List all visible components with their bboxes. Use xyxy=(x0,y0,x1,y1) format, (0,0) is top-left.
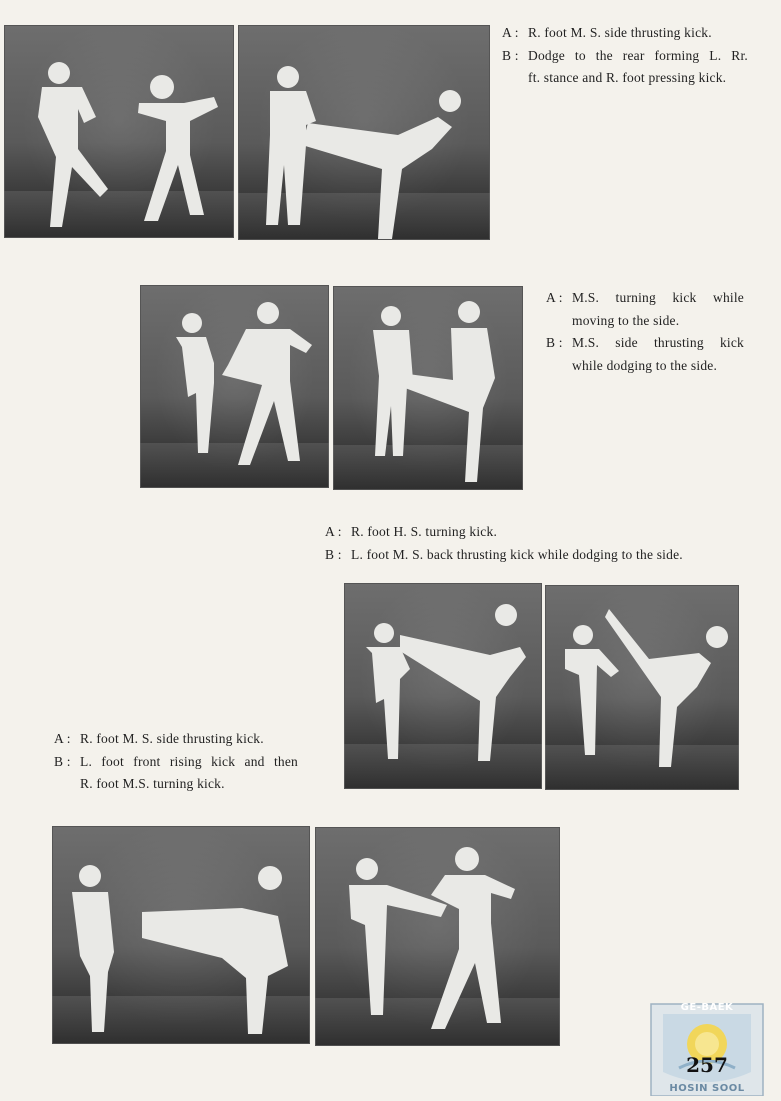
caption-text: Dodge to the rear forming L. Rr. xyxy=(528,47,748,63)
caption-2 xyxy=(546,287,744,377)
caption-label-b: B : xyxy=(325,546,342,562)
photo-4a xyxy=(52,826,310,1044)
martial-artists-figure xyxy=(238,25,490,240)
photo-3a xyxy=(344,583,542,789)
caption-label-a: A : xyxy=(546,290,563,305)
photo-4b xyxy=(315,827,560,1046)
caption-text: moving to the side. xyxy=(572,312,680,328)
caption-3 xyxy=(325,521,745,566)
martial-artists-figure xyxy=(333,286,523,490)
caption-label-b: B : xyxy=(54,753,71,769)
caption-text: R. foot M. S. side thrusting kick. xyxy=(80,731,264,746)
caption-text: while dodging to the side. xyxy=(572,357,718,373)
page-number: 257 xyxy=(686,1053,728,1077)
ge-baek-logo xyxy=(643,998,771,1096)
martial-artists-figure xyxy=(4,25,234,238)
photo-2b xyxy=(333,286,523,490)
photo-1a xyxy=(4,25,234,238)
photo-3b xyxy=(545,585,739,790)
martial-artists-figure xyxy=(315,827,560,1046)
caption-label-a: A : xyxy=(54,731,71,746)
caption-text: R. foot H. S. turning kick. xyxy=(351,524,498,539)
photo-1b xyxy=(238,25,490,240)
caption-4 xyxy=(54,728,298,796)
martial-artists-figure xyxy=(545,585,739,790)
photo-2a xyxy=(140,285,329,488)
caption-label-a: A : xyxy=(502,25,519,40)
martial-artists-figure xyxy=(344,583,542,789)
martial-artists-figure xyxy=(52,826,310,1044)
caption-text: L. foot front rising kick and then xyxy=(80,753,298,769)
caption-text: L. foot M. S. back thrusting kick while dodging to the side. xyxy=(351,546,683,562)
caption-text: R. foot M. S. side thrusting kick. xyxy=(528,25,712,40)
logo-top-text: GE-BAEK xyxy=(680,1002,734,1013)
caption-text: M.S. side thrusting kick xyxy=(572,335,744,350)
caption-text: ft. stance and R. foot pressing kick. xyxy=(528,70,727,85)
caption-1 xyxy=(502,22,748,90)
logo-bottom-text: HOSIN SOOL xyxy=(669,1083,745,1094)
martial-artists-figure xyxy=(140,285,329,488)
caption-label-b: B : xyxy=(502,47,519,63)
caption-label-a: A : xyxy=(325,524,342,539)
caption-text: R. foot M.S. turning kick. xyxy=(80,776,225,791)
caption-text: M.S. turning kick while xyxy=(572,290,744,305)
caption-label-b: B : xyxy=(546,335,563,350)
